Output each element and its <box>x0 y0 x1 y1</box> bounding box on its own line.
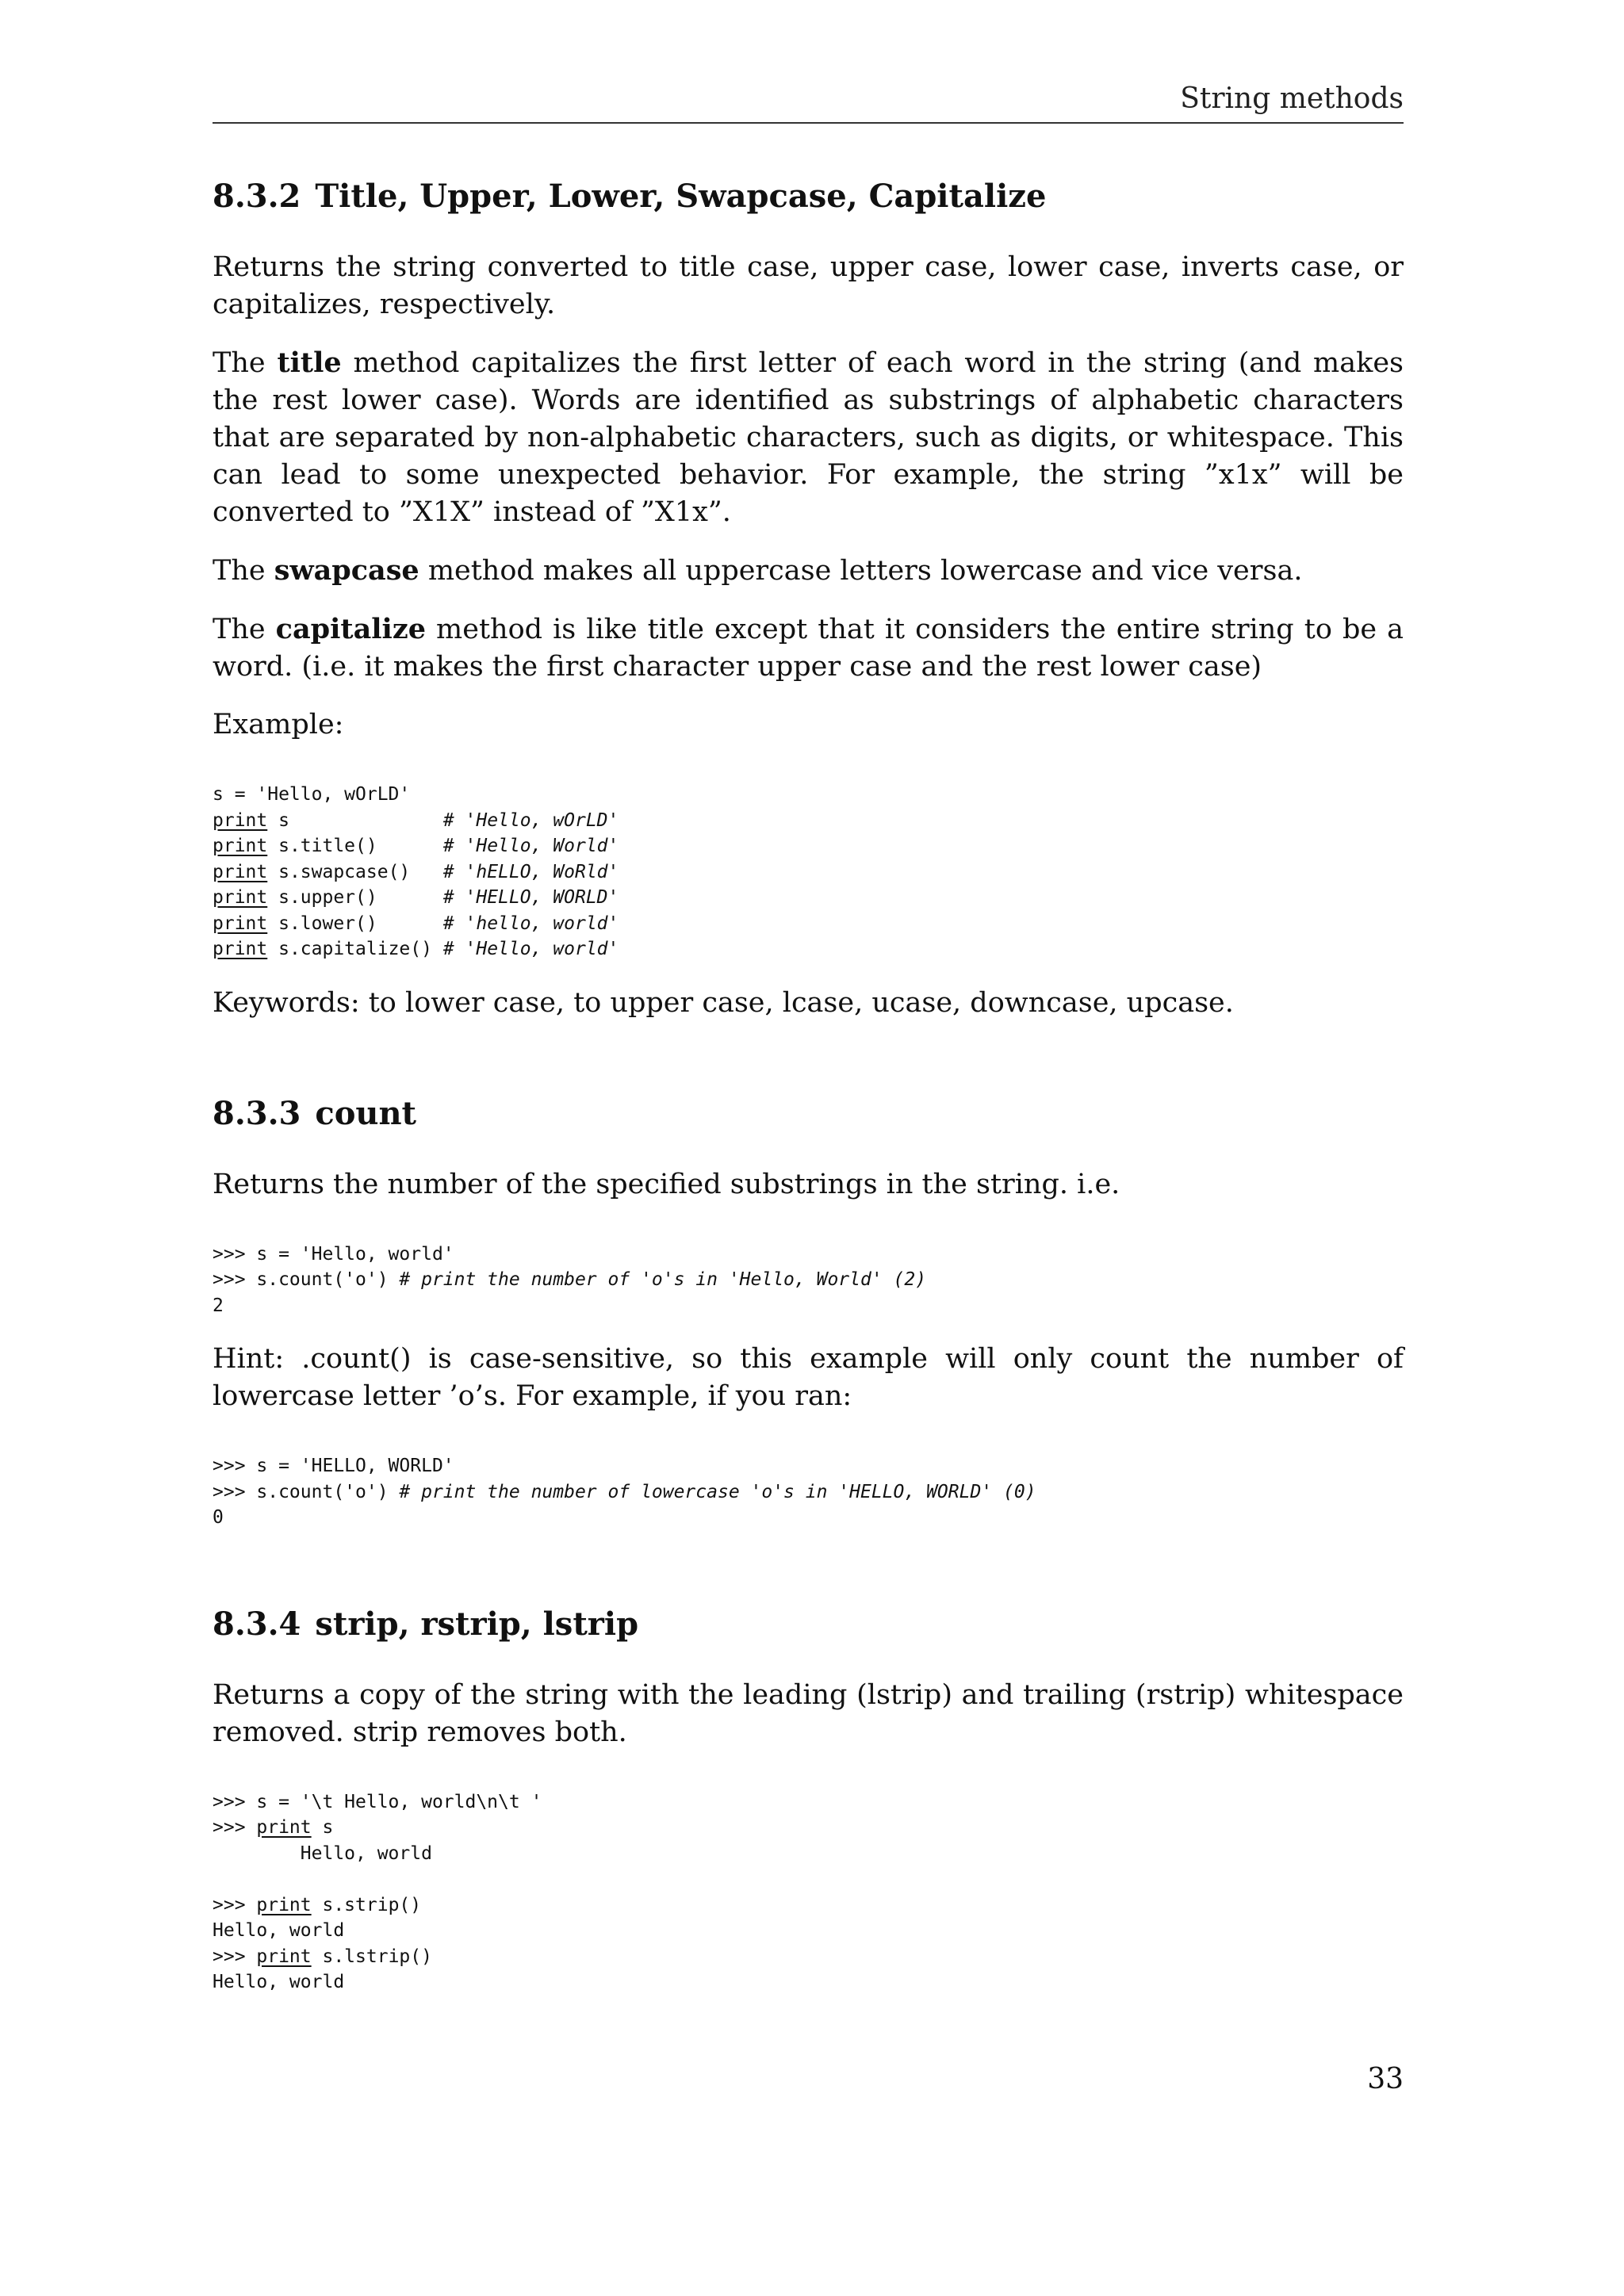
section-heading-8-3-2: 8.3.2 Title, Upper, Lower, Swapcase, Capitalize <box>213 178 1047 215</box>
code-block: s = 'Hello, wOrLD' print s # 'Hello, wOrLD' print s.title() # 'Hello, World' print s.swapcase() # 'hELLO, WoRld' print s.upper() # 'HELLO, WORLD' print s.lower() # 'hello, world' print s.capitalize() # 'Hello, world' <box>213 784 619 959</box>
paragraph: Example: <box>213 709 344 740</box>
keywords-paragraph: Keywords: to lower case, to upper case, lcase, ucase, downcase, upcase. <box>213 986 1234 1019</box>
paragraph: Returns the string converted to title case, upper case, lower case, inverts case, or capitalizes, respectively. <box>213 251 1404 320</box>
section-heading-8-3-4: 8.3.4 strip, rstrip, lstrip <box>213 1605 639 1643</box>
paragraph: Returns a copy of the string with the leading (lstrip) and trailing (rstrip) whitespace removed. strip removes both. <box>213 1678 1404 1748</box>
page-content <box>213 176 1404 2018</box>
code-block: >>> s = 'Hello, world' >>> s.count('o') # print the number of 'o's in 'Hello, World' (2) 2 <box>213 1243 927 1316</box>
code-block: >>> s = 'HELLO, WORLD' >>> s.count('o') # print the number of lowercase 'o's in 'HELLO, WORLD' (0) 0 <box>213 1456 1036 1528</box>
page-number: 33 <box>1367 2063 1404 2095</box>
paragraph: Returns the number of the specified substrings in the string. i.e. <box>213 1168 1120 1200</box>
paragraph: The title method capitalizes the first letter of each word in the string (and makes the rest lower case). Words are identified as substrings of alphabetic characters that are separated by non-alphabetic characters, such as digits, or whitespace. This can lead to some unexpected behavior. For example, the string ”x1x” will be converted to ”X1X” instead of ”X1x”. <box>213 346 1404 528</box>
document-page <box>213 0 1404 2296</box>
header-rule <box>213 122 1404 124</box>
code-block: >>> s = '\t Hello, world\n\t ' >>> print s Hello, world >>> print s.strip() Hello, world >>> print s.lstrip() Hello, world <box>213 1791 542 1992</box>
paragraph: The capitalize method is like title except that it considers the entire string to be a word. (i.e. it makes the first character upper case and the rest lower case) <box>213 613 1404 683</box>
running-header: String methods <box>1180 82 1404 115</box>
paragraph: The swapcase method makes all uppercase letters lowercase and vice versa. <box>213 554 1303 587</box>
hint-paragraph: Hint: .count() is case-sensitive, so this example will only count the number of lowercase letter ’o’s. For example, if you ran: <box>213 1343 1404 1412</box>
section-heading-8-3-3: 8.3.3 count <box>213 1094 417 1132</box>
